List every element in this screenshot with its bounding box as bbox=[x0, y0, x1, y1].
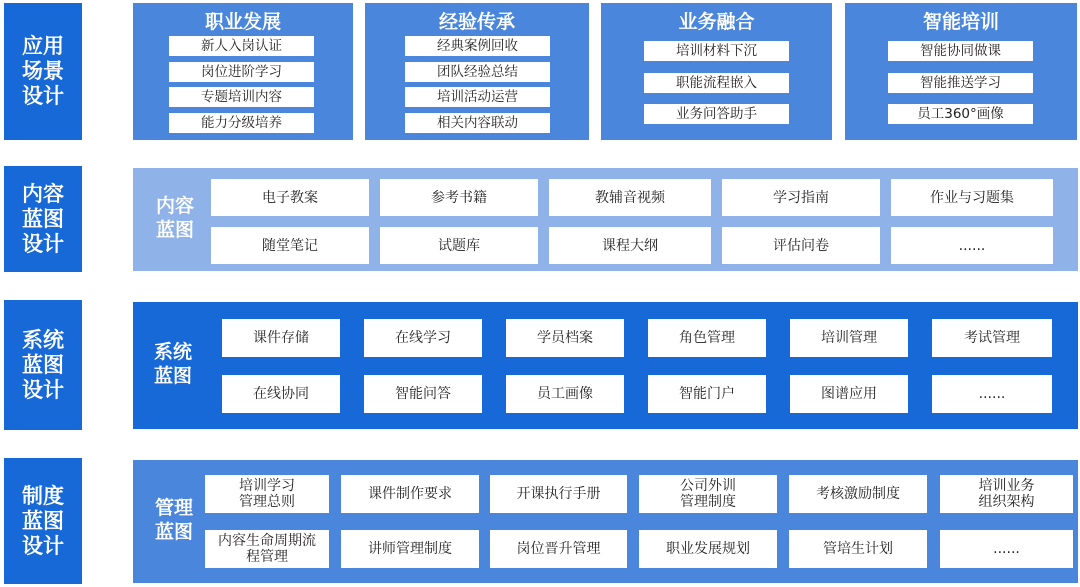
content-item: 教辅音视频 bbox=[549, 179, 711, 216]
scenario-title: 职业发展 bbox=[204, 11, 281, 33]
management-item: 公司外训 管理制度 bbox=[639, 475, 777, 513]
content-item: ...... bbox=[891, 227, 1053, 264]
content-item: 评估问卷 bbox=[722, 227, 880, 264]
scenario-column bbox=[133, 3, 353, 140]
system-blueprint-label: 系统 蓝图 bbox=[153, 341, 192, 387]
management-item: 岗位晋升管理 bbox=[490, 530, 627, 568]
system-item: ...... bbox=[932, 375, 1052, 413]
scenario-item: 能力分级培养 bbox=[169, 113, 314, 133]
management-item: 内容生命周期流 程管理 bbox=[205, 530, 329, 568]
scenario-item: 团队经验总结 bbox=[405, 62, 550, 82]
scenario-column bbox=[845, 3, 1077, 140]
scenario-title: 智能培训 bbox=[922, 11, 999, 33]
scenario-item: 智能协同做课 bbox=[888, 41, 1033, 61]
system-item: 考试管理 bbox=[932, 319, 1052, 357]
system-item: 角色管理 bbox=[648, 319, 766, 357]
management-item: 管培生计划 bbox=[789, 530, 927, 568]
scenario-item: 岗位进阶学习 bbox=[169, 62, 314, 82]
scenario-item: 业务问答助手 bbox=[644, 104, 789, 124]
system-blueprint-band bbox=[133, 302, 1078, 429]
system-item: 智能门户 bbox=[648, 375, 766, 413]
content-item: 电子教案 bbox=[211, 179, 369, 216]
management-item: 培训学习 管理总则 bbox=[205, 475, 329, 513]
system-item: 学员档案 bbox=[506, 319, 624, 357]
scenario-title: 业务融合 bbox=[678, 11, 755, 33]
content-blueprint-label: 内容 蓝图 bbox=[155, 195, 194, 241]
scenario-item: 相关内容联动 bbox=[405, 113, 550, 133]
scenario-item: 培训材料下沉 bbox=[644, 41, 789, 61]
management-blueprint-band bbox=[133, 460, 1078, 583]
row-label-management: 制度 蓝图 设计 bbox=[4, 458, 82, 584]
scenario-item: 经典案例回收 bbox=[405, 36, 550, 56]
content-item: 随堂笔记 bbox=[211, 227, 369, 264]
system-item: 员工画像 bbox=[506, 375, 624, 413]
management-item: 职业发展规划 bbox=[639, 530, 777, 568]
row-label-scenario: 应用 场景 设计 bbox=[4, 3, 82, 140]
row-label-content: 内容 蓝图 设计 bbox=[4, 166, 82, 272]
content-item: 试题库 bbox=[380, 227, 538, 264]
scenario-item: 职能流程嵌入 bbox=[644, 73, 789, 93]
scenario-column bbox=[365, 3, 589, 140]
management-item: ...... bbox=[940, 530, 1073, 568]
management-item: 开课执行手册 bbox=[490, 475, 627, 513]
system-item: 在线学习 bbox=[364, 319, 482, 357]
management-item: 考核激励制度 bbox=[789, 475, 927, 513]
system-item: 在线协同 bbox=[222, 375, 340, 413]
system-item: 课件存储 bbox=[222, 319, 340, 357]
system-item: 培训管理 bbox=[790, 319, 908, 357]
content-item: 参考书籍 bbox=[380, 179, 538, 216]
scenario-item: 专题培训内容 bbox=[169, 87, 314, 107]
scenario-title: 经验传承 bbox=[438, 11, 515, 33]
row-label-system: 系统 蓝图 设计 bbox=[4, 300, 82, 430]
system-item: 智能问答 bbox=[364, 375, 482, 413]
content-item: 学习指南 bbox=[722, 179, 880, 216]
system-item: 图谱应用 bbox=[790, 375, 908, 413]
management-item: 讲师管理制度 bbox=[341, 530, 479, 568]
content-blueprint-band bbox=[133, 168, 1078, 271]
scenario-item: 员工360°画像 bbox=[888, 104, 1033, 124]
scenario-column bbox=[601, 3, 832, 140]
management-item: 课件制作要求 bbox=[341, 475, 479, 513]
content-item: 课程大纲 bbox=[549, 227, 711, 264]
management-blueprint-label: 管理 蓝图 bbox=[154, 497, 193, 543]
scenario-item: 培训活动运营 bbox=[405, 87, 550, 107]
scenario-item: 新人入岗认证 bbox=[169, 36, 314, 56]
management-item: 培训业务 组织架构 bbox=[940, 475, 1073, 513]
content-item: 作业与习题集 bbox=[891, 179, 1053, 216]
scenario-item: 智能推送学习 bbox=[888, 73, 1033, 93]
